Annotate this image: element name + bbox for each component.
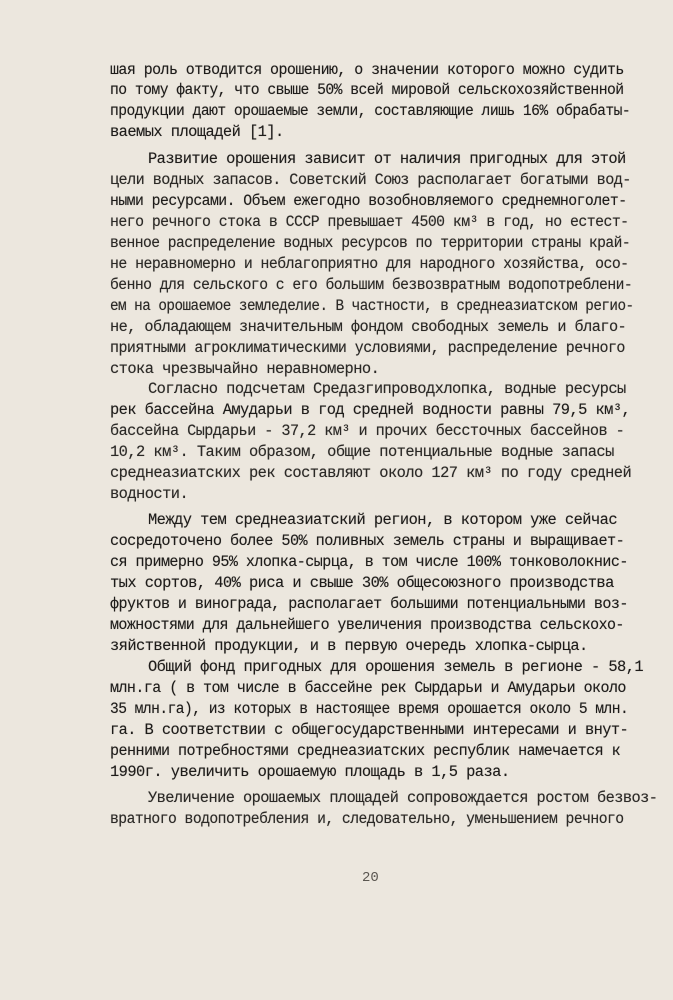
text-line: среднеазиатских рек составляют около 127 км³ по году средней: [110, 464, 632, 482]
text-line: не, обладающем значительным фондом свободных земель и благо-: [110, 318, 627, 336]
text-line: цели водных запасов. Советский Союз располагает богатыми вод-: [110, 171, 631, 189]
text-line: по тому факту, что свыше 50% всей мировой сельскохозяйственной: [110, 81, 624, 99]
text-line: Между тем среднеазиатский регион, в котором уже сейчас: [148, 511, 618, 529]
text-line: приятными агроклиматическими условиями, распределение речного: [110, 339, 625, 357]
text-line: тых сортов, 40% риса и свыше 30% общесоюзного производства: [110, 574, 614, 592]
text-line: Согласно подсчетам Средазгипроводхлопка, водные ресурсы: [148, 380, 626, 398]
text-line: рек бассейна Амударьи в год средней водности равны 79,5 км³,: [110, 401, 631, 419]
text-line: 35 млн.га), из которых в настоящее время орошается около 5 млн.: [110, 700, 629, 718]
text-line: бассейна Сырдарьи - 37,2 км³ и прочих бессточных бассейнов -: [110, 422, 625, 440]
text-line: шая роль отводится орошению, о значении которого можно судить: [110, 61, 624, 79]
text-line: млн.га ( в том числе в бассейне рек Сырдарьи и Амударьи около: [110, 679, 626, 697]
text-line: стока чрезвычайно неравномерно.: [110, 360, 380, 378]
text-line: зяйственной продукции, и в первую очередь хлопка-сырца.: [110, 637, 588, 655]
text-line: 1990г. увеличить орошаемую площадь в 1,5 раза.: [110, 763, 510, 781]
text-line: не неравномерно и неблагоприятно для народного хозяйства, осо-: [110, 255, 629, 273]
text-line: Увеличение орошаемых площадей сопровождается ростом безвоз-: [148, 789, 658, 807]
text-line: ными ресурсами. Объем ежегодно возобновляемого среднемноголет-: [110, 192, 627, 210]
text-line: ся примерно 95% хлопка-сырца, в том числе 100% тонковолокнис-: [110, 553, 628, 571]
text-line: га. В соответствии с общегосударственными интересами и внут-: [110, 721, 629, 739]
text-line: водности.: [110, 485, 189, 503]
text-line: можностями для дальнейшего увеличения производства сельскохо-: [110, 616, 624, 634]
text-line: продукции дают орошаемые земли, составляющие лишь 16% обрабаты-: [110, 102, 631, 120]
text-line: ем на орошаемое земледелие. В частности, в среднеазиатском регио-: [110, 297, 634, 315]
text-line: ваемых площадей [1].: [110, 123, 284, 141]
page-number: 20: [362, 870, 379, 886]
text-line: бенно для сельского с его большим безвозвратным водопотреблени-: [110, 276, 633, 294]
text-line: венное распределение водных ресурсов по территории страны край-: [110, 234, 631, 252]
text-line: Общий фонд пригодных для орошения земель в регионе - 58,1: [148, 658, 644, 676]
text-line: вратного водопотребления и, следовательно, уменьшением речного: [110, 810, 624, 828]
text-line: сосредоточено более 50% поливных земель страны и выращивает-: [110, 532, 625, 550]
text-line: Развитие орошения зависит от наличия пригодных для этой: [148, 150, 626, 168]
text-line: 10,2 км³. Таким образом, общие потенциальные водные запасы: [110, 443, 614, 461]
text-line: фруктов и винограда, располагает большими потенциальными воз-: [110, 595, 628, 613]
text-line: него речного стока в СССР превышает 4500 км³ в год, но естест-: [110, 213, 629, 231]
text-line: ренними потребностями среднеазиатских республик намечается к: [110, 742, 621, 760]
